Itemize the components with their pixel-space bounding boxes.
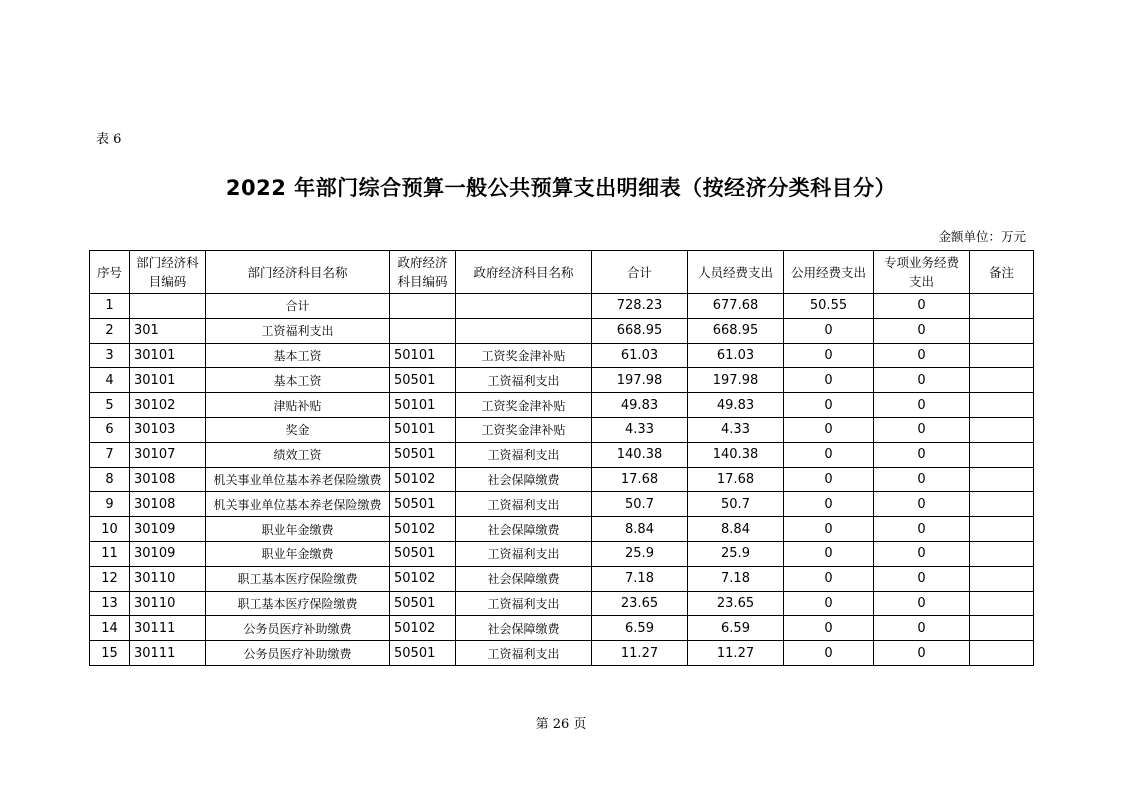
cell-note	[970, 442, 1034, 467]
col-header-note: 备注	[970, 251, 1034, 294]
cell-dept-code: 301	[130, 318, 206, 343]
cell-gov-code: 50102	[390, 467, 456, 492]
cell-total: 49.83	[592, 393, 688, 418]
cell-public: 0	[784, 566, 874, 591]
cell-gov-name: 社会保障缴费	[456, 566, 592, 591]
cell-dept-code	[130, 294, 206, 319]
cell-special: 0	[874, 294, 970, 319]
cell-personnel: 50.7	[688, 492, 784, 517]
cell-dept-name: 绩效工资	[206, 442, 390, 467]
table-row	[90, 393, 1034, 418]
cell-special: 0	[874, 591, 970, 616]
cell-seq: 9	[90, 492, 130, 517]
cell-seq: 14	[90, 616, 130, 641]
cell-special: 0	[874, 517, 970, 542]
cell-gov-code: 50501	[390, 541, 456, 566]
cell-special: 0	[874, 393, 970, 418]
cell-seq: 5	[90, 393, 130, 418]
cell-gov-name: 工资福利支出	[456, 641, 592, 666]
cell-public: 0	[784, 616, 874, 641]
cell-dept-code: 30109	[130, 517, 206, 542]
table-row	[90, 417, 1034, 442]
cell-gov-name	[456, 294, 592, 319]
cell-personnel: 6.59	[688, 616, 784, 641]
cell-special: 0	[874, 417, 970, 442]
cell-dept-name: 基本工资	[206, 343, 390, 368]
cell-seq: 2	[90, 318, 130, 343]
col-header-special: 专项业务经费支出	[874, 251, 970, 294]
table-body	[90, 294, 1034, 666]
cell-special: 0	[874, 442, 970, 467]
cell-gov-name: 工资福利支出	[456, 591, 592, 616]
cell-personnel: 11.27	[688, 641, 784, 666]
cell-note	[970, 591, 1034, 616]
cell-note	[970, 368, 1034, 393]
table-row	[90, 294, 1034, 319]
cell-total: 197.98	[592, 368, 688, 393]
cell-special: 0	[874, 616, 970, 641]
table-row	[90, 467, 1034, 492]
cell-gov-code: 50101	[390, 343, 456, 368]
cell-seq: 1	[90, 294, 130, 319]
cell-gov-name: 社会保障缴费	[456, 616, 592, 641]
cell-personnel: 7.18	[688, 566, 784, 591]
cell-gov-name: 工资奖金津补贴	[456, 417, 592, 442]
cell-special: 0	[874, 467, 970, 492]
cell-special: 0	[874, 566, 970, 591]
cell-dept-code: 30110	[130, 591, 206, 616]
cell-dept-code: 30111	[130, 616, 206, 641]
table-label: 表 6	[96, 132, 122, 147]
cell-public: 0	[784, 467, 874, 492]
table-row	[90, 442, 1034, 467]
cell-personnel: 8.84	[688, 517, 784, 542]
cell-dept-name: 工资福利支出	[206, 318, 390, 343]
cell-gov-code: 50501	[390, 442, 456, 467]
cell-dept-name: 津贴补贴	[206, 393, 390, 418]
cell-dept-name: 奖金	[206, 417, 390, 442]
cell-total: 140.38	[592, 442, 688, 467]
cell-dept-code: 30101	[130, 368, 206, 393]
cell-gov-code: 50101	[390, 393, 456, 418]
cell-dept-code: 30101	[130, 343, 206, 368]
cell-total: 17.68	[592, 467, 688, 492]
cell-gov-code: 50501	[390, 492, 456, 517]
cell-personnel: 61.03	[688, 343, 784, 368]
cell-gov-code: 50501	[390, 591, 456, 616]
amount-unit: 金额单位：万元	[938, 229, 1026, 244]
cell-seq: 10	[90, 517, 130, 542]
cell-note	[970, 417, 1034, 442]
cell-dept-name: 职工基本医疗保险缴费	[206, 566, 390, 591]
cell-seq: 3	[90, 343, 130, 368]
cell-public: 0	[784, 343, 874, 368]
cell-seq: 12	[90, 566, 130, 591]
cell-total: 668.95	[592, 318, 688, 343]
col-header-personnel: 人员经费支出	[688, 251, 784, 294]
cell-seq: 8	[90, 467, 130, 492]
cell-personnel: 49.83	[688, 393, 784, 418]
cell-total: 50.7	[592, 492, 688, 517]
cell-public: 0	[784, 492, 874, 517]
cell-seq: 15	[90, 641, 130, 666]
cell-dept-name: 公务员医疗补助缴费	[206, 641, 390, 666]
cell-gov-name: 工资福利支出	[456, 368, 592, 393]
cell-public: 0	[784, 417, 874, 442]
cell-personnel: 25.9	[688, 541, 784, 566]
col-header-public: 公用经费支出	[784, 251, 874, 294]
cell-gov-code: 50102	[390, 517, 456, 542]
cell-dept-name: 职工基本医疗保险缴费	[206, 591, 390, 616]
cell-gov-name: 工资福利支出	[456, 492, 592, 517]
cell-public: 0	[784, 541, 874, 566]
cell-gov-code	[390, 294, 456, 319]
cell-gov-code: 50101	[390, 417, 456, 442]
cell-dept-code: 30108	[130, 492, 206, 517]
table-row	[90, 318, 1034, 343]
cell-personnel: 668.95	[688, 318, 784, 343]
cell-gov-name	[456, 318, 592, 343]
cell-gov-code: 50501	[390, 641, 456, 666]
cell-public: 0	[784, 641, 874, 666]
cell-note	[970, 467, 1034, 492]
cell-total: 728.23	[592, 294, 688, 319]
cell-gov-name: 社会保障缴费	[456, 467, 592, 492]
cell-dept-name: 基本工资	[206, 368, 390, 393]
table-row	[90, 641, 1034, 666]
cell-total: 8.84	[592, 517, 688, 542]
cell-dept-name: 机关事业单位基本养老保险缴费	[206, 467, 390, 492]
col-header-total: 合计	[592, 251, 688, 294]
cell-dept-name: 职业年金缴费	[206, 541, 390, 566]
cell-special: 0	[874, 343, 970, 368]
cell-note	[970, 616, 1034, 641]
cell-total: 11.27	[592, 641, 688, 666]
cell-public: 0	[784, 368, 874, 393]
cell-special: 0	[874, 368, 970, 393]
cell-public: 50.55	[784, 294, 874, 319]
table-row	[90, 368, 1034, 393]
table-row	[90, 517, 1034, 542]
cell-note	[970, 541, 1034, 566]
table-row	[90, 541, 1034, 566]
cell-note	[970, 343, 1034, 368]
table-row	[90, 591, 1034, 616]
cell-gov-name: 工资奖金津补贴	[456, 343, 592, 368]
cell-dept-code: 30111	[130, 641, 206, 666]
cell-dept-code: 30110	[130, 566, 206, 591]
cell-seq: 4	[90, 368, 130, 393]
cell-total: 25.9	[592, 541, 688, 566]
cell-gov-code: 50102	[390, 566, 456, 591]
page-number: 第 26 页	[535, 717, 587, 732]
col-header-gov-name: 政府经济科目名称	[456, 251, 592, 294]
cell-gov-name: 工资福利支出	[456, 541, 592, 566]
cell-note	[970, 641, 1034, 666]
budget-detail-table	[89, 250, 1034, 666]
cell-dept-code: 30107	[130, 442, 206, 467]
cell-dept-name: 职业年金缴费	[206, 517, 390, 542]
cell-dept-name: 合计	[206, 294, 390, 319]
cell-total: 7.18	[592, 566, 688, 591]
document-title: 2022 年部门综合预算一般公共预算支出明细表（按经济分类科目分）	[225, 176, 897, 200]
cell-special: 0	[874, 641, 970, 666]
cell-gov-name: 社会保障缴费	[456, 517, 592, 542]
cell-gov-code: 50102	[390, 616, 456, 641]
cell-note	[970, 492, 1034, 517]
cell-total: 4.33	[592, 417, 688, 442]
cell-public: 0	[784, 393, 874, 418]
cell-special: 0	[874, 492, 970, 517]
cell-total: 6.59	[592, 616, 688, 641]
cell-total: 61.03	[592, 343, 688, 368]
cell-special: 0	[874, 541, 970, 566]
table-row	[90, 343, 1034, 368]
table-row	[90, 492, 1034, 517]
cell-total: 23.65	[592, 591, 688, 616]
col-header-gov-code: 政府经济科目编码	[390, 251, 456, 294]
cell-public: 0	[784, 318, 874, 343]
cell-note	[970, 294, 1034, 319]
cell-seq: 6	[90, 417, 130, 442]
cell-dept-code: 30103	[130, 417, 206, 442]
col-header-dept-name: 部门经济科目名称	[206, 251, 390, 294]
cell-dept-name: 公务员医疗补助缴费	[206, 616, 390, 641]
cell-personnel: 23.65	[688, 591, 784, 616]
cell-public: 0	[784, 517, 874, 542]
cell-gov-code	[390, 318, 456, 343]
cell-seq: 13	[90, 591, 130, 616]
cell-note	[970, 393, 1034, 418]
cell-personnel: 140.38	[688, 442, 784, 467]
cell-dept-name: 机关事业单位基本养老保险缴费	[206, 492, 390, 517]
cell-gov-code: 50501	[390, 368, 456, 393]
cell-dept-code: 30108	[130, 467, 206, 492]
cell-public: 0	[784, 442, 874, 467]
cell-note	[970, 566, 1034, 591]
table-row	[90, 616, 1034, 641]
cell-seq: 7	[90, 442, 130, 467]
cell-gov-name: 工资福利支出	[456, 442, 592, 467]
cell-gov-name: 工资奖金津补贴	[456, 393, 592, 418]
cell-public: 0	[784, 591, 874, 616]
cell-personnel: 197.98	[688, 368, 784, 393]
cell-personnel: 677.68	[688, 294, 784, 319]
cell-seq: 11	[90, 541, 130, 566]
col-header-seq: 序号	[90, 251, 130, 294]
cell-personnel: 17.68	[688, 467, 784, 492]
cell-dept-code: 30102	[130, 393, 206, 418]
cell-special: 0	[874, 318, 970, 343]
cell-personnel: 4.33	[688, 417, 784, 442]
cell-dept-code: 30109	[130, 541, 206, 566]
cell-note	[970, 318, 1034, 343]
table-row	[90, 566, 1034, 591]
table-header	[90, 251, 1034, 294]
cell-note	[970, 517, 1034, 542]
col-header-dept-code: 部门经济科目编码	[130, 251, 206, 294]
